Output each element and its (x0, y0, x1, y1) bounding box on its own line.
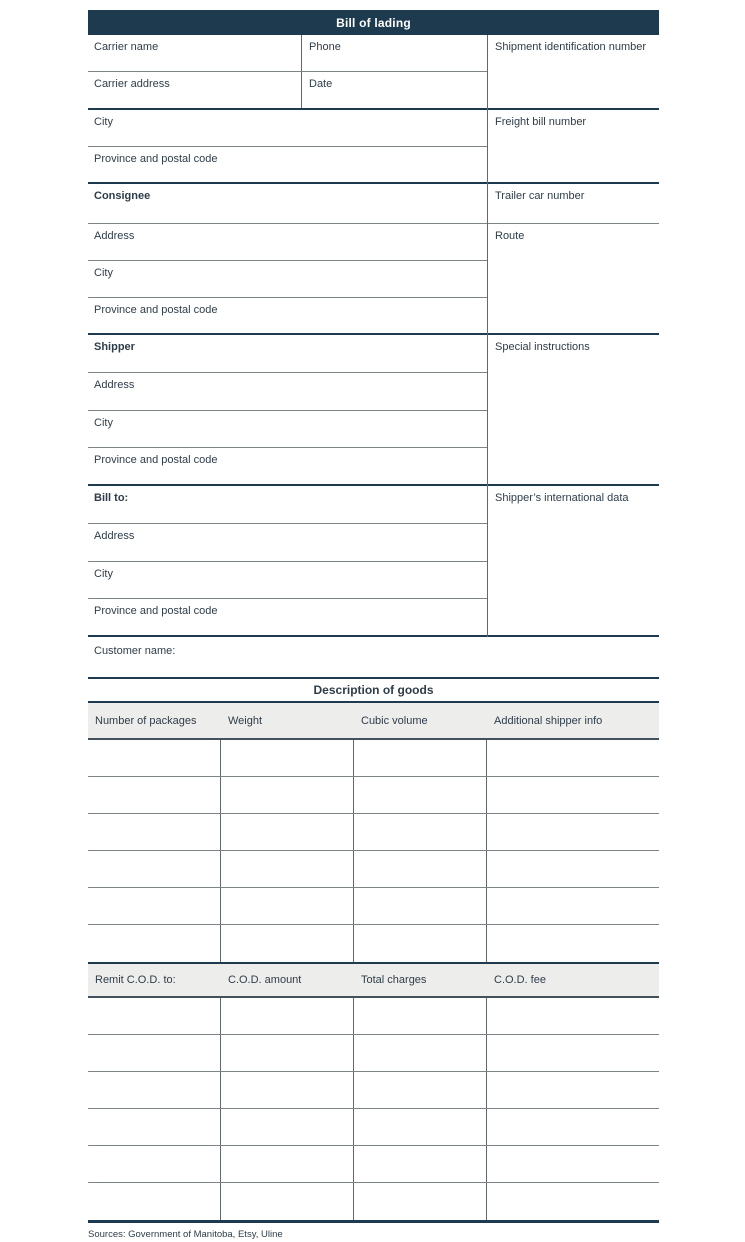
city-cell (88, 110, 487, 147)
trailer-car-label: Trailer car number (495, 190, 585, 202)
cod-empty-row (88, 998, 659, 1035)
city-label: City (94, 116, 113, 128)
consignee-cell (88, 184, 487, 224)
empty-cell (221, 888, 354, 924)
shipper-city-cell (88, 411, 487, 448)
empty-cell (354, 888, 487, 924)
goods-header-packages (88, 703, 221, 738)
freight-bill-label: Freight bill number (495, 116, 587, 128)
empty-cell (221, 740, 354, 776)
cod-empty-row (88, 1035, 659, 1072)
province-postal-cell (88, 147, 487, 184)
date-cell (302, 72, 487, 108)
empty-cell (354, 1109, 487, 1145)
empty-cell (354, 1183, 487, 1220)
province-postal-label: Province and postal code (94, 153, 218, 165)
cod-header-fee-label: C.O.D. fee (494, 974, 546, 986)
goods-empty-row (88, 925, 659, 962)
phone-label: Phone (309, 41, 341, 53)
empty-cell (354, 814, 487, 850)
route-label: Route (495, 230, 525, 242)
empty-cell (221, 998, 354, 1034)
cod-empty-row (88, 1109, 659, 1146)
form-row (88, 35, 487, 72)
bill-to-label: Bill to: (94, 492, 129, 504)
empty-cell (88, 814, 221, 850)
empty-cell (487, 1183, 659, 1220)
bill-to-province-cell (88, 599, 487, 637)
goods-empty-row (88, 814, 659, 851)
empty-cell (354, 1072, 487, 1108)
goods-empty-row (88, 777, 659, 814)
shipper-international-label: Shipper’s international data (495, 492, 629, 504)
goods-empty-row (88, 888, 659, 925)
shipper-address-cell (88, 373, 487, 411)
empty-cell (354, 1146, 487, 1182)
empty-cell (354, 998, 487, 1034)
bottom-rule (88, 1220, 659, 1223)
special-instructions-label: Special instructions (495, 341, 590, 353)
cod-header-total-charges-label: Total charges (361, 974, 427, 986)
shipper-province-cell (88, 448, 487, 486)
empty-cell (221, 851, 354, 887)
consignee-label: Consignee (94, 190, 151, 202)
shipper-cell (88, 335, 487, 373)
form-row (88, 72, 487, 110)
empty-cell (487, 1146, 659, 1182)
trailer-car-cell (488, 184, 659, 224)
empty-cell (88, 1109, 221, 1145)
empty-cell (88, 740, 221, 776)
empty-cell (221, 1072, 354, 1108)
empty-cell (88, 888, 221, 924)
empty-cell (487, 777, 659, 813)
empty-cell (88, 777, 221, 813)
empty-cell (88, 1072, 221, 1108)
empty-cell (221, 925, 354, 962)
special-instructions-cell (488, 335, 659, 486)
empty-cell (487, 925, 659, 962)
cod-header-row (88, 962, 659, 998)
goods-header-cubic-volume-label: Cubic volume (361, 714, 428, 727)
bill-to-address-cell (88, 524, 487, 562)
province-postal-label: Province and postal code (94, 304, 218, 316)
consignee-city-cell (88, 261, 487, 298)
goods-empty-row (88, 851, 659, 888)
freight-bill-cell (488, 110, 659, 184)
customer-name-cell (88, 637, 659, 677)
cod-header-remit-to-label: Remit C.O.D. to: (95, 974, 176, 986)
empty-cell (487, 998, 659, 1034)
empty-cell (487, 814, 659, 850)
carrier-address-label: Carrier address (94, 78, 170, 90)
sources-note: Sources: Government of Manitoba, Etsy, Uline (88, 1229, 283, 1240)
address-label: Address (94, 530, 135, 542)
goods-header-packages-label: Number of packages (95, 714, 197, 727)
empty-cell (487, 1109, 659, 1145)
province-postal-label: Province and postal code (94, 454, 218, 466)
carrier-name-cell (88, 35, 302, 71)
empty-cell (221, 777, 354, 813)
empty-cell (354, 777, 487, 813)
cod-header-amount-label: C.O.D. amount (228, 974, 302, 986)
empty-cell (88, 925, 221, 962)
cod-header-total-charges (354, 964, 487, 996)
cod-header-amount (221, 964, 354, 996)
form-content (88, 10, 659, 1240)
form-left-column (88, 35, 487, 637)
goods-header-weight (221, 703, 354, 738)
city-label: City (94, 568, 113, 580)
empty-cell (88, 1146, 221, 1182)
customer-name-label: Customer name: (94, 645, 176, 657)
goods-empty-row (88, 740, 659, 777)
cod-empty-row (88, 1146, 659, 1183)
goods-table-title: Description of goods (313, 683, 434, 697)
empty-cell (221, 1146, 354, 1182)
goods-table-title-row (88, 677, 659, 703)
empty-cell (487, 1035, 659, 1071)
empty-cell (354, 1035, 487, 1071)
empty-cell (221, 1109, 354, 1145)
empty-cell (354, 740, 487, 776)
city-label: City (94, 267, 113, 279)
goods-header-weight-label: Weight (228, 714, 263, 727)
empty-cell (221, 1183, 354, 1220)
empty-cell (487, 740, 659, 776)
empty-cell (88, 851, 221, 887)
province-postal-label: Province and postal code (94, 605, 218, 617)
carrier-name-label: Carrier name (94, 41, 159, 53)
top-form (88, 35, 659, 677)
date-label: Date (309, 78, 333, 90)
shipper-international-cell (488, 486, 659, 637)
empty-cell (88, 1035, 221, 1071)
address-label: Address (94, 230, 135, 242)
empty-cell (354, 925, 487, 962)
empty-cell (221, 1035, 354, 1071)
form-right-column (487, 35, 659, 637)
bill-to-cell (88, 486, 487, 524)
shipment-id-cell (488, 35, 659, 110)
goods-header-cubic-volume (354, 703, 487, 738)
cod-header-fee (487, 964, 659, 996)
empty-cell (487, 1072, 659, 1108)
consignee-address-cell (88, 224, 487, 261)
page-title: Bill of lading (336, 15, 411, 30)
phone-cell (302, 35, 487, 71)
route-cell (488, 224, 659, 335)
goods-header-additional-info (487, 703, 659, 738)
cod-empty-row (88, 1072, 659, 1109)
empty-cell (354, 851, 487, 887)
shipper-label: Shipper (94, 341, 135, 353)
empty-cell (487, 888, 659, 924)
goods-header-row (88, 703, 659, 740)
empty-cell (221, 814, 354, 850)
carrier-address-cell (88, 72, 302, 108)
goods-header-additional-info-label: Additional shipper info (494, 714, 603, 727)
address-label: Address (94, 379, 135, 391)
empty-cell (487, 851, 659, 887)
empty-cell (88, 1183, 221, 1220)
shipment-id-label: Shipment identification number (495, 41, 647, 53)
title-bar (88, 10, 659, 35)
cod-empty-row (88, 1183, 659, 1220)
empty-cell (88, 998, 221, 1034)
city-label: City (94, 417, 113, 429)
cod-header-remit-to (88, 964, 221, 996)
consignee-province-cell (88, 298, 487, 335)
bill-to-city-cell (88, 562, 487, 599)
